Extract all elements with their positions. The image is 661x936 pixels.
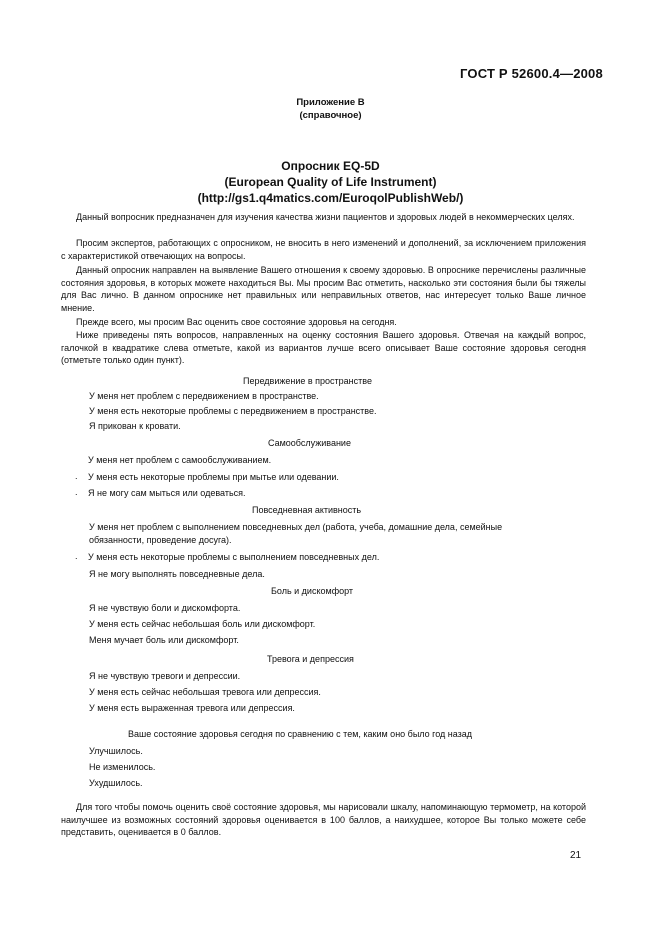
margin-dot: .: [75, 487, 78, 497]
intro-paragraph: Прежде всего, мы просим Вас оценить свое состояние здоровья на сегодня.: [76, 317, 397, 327]
questionnaire-title: [0, 158, 661, 206]
option-year-1[interactable]: Улучшилось.: [89, 746, 143, 756]
appendix-heading: [0, 96, 661, 122]
closing-paragraph: Для того чтобы помочь оценить своё состояние здоровья, мы нарисовали шкалу, напоминающую термометр, на которой наилучшее из возможных состояний здоровья оценивается в 100 баллов, а наихудшее, которое Вы только можете себе представить, оценивается в 0 баллов.: [61, 802, 586, 838]
option-pain-3[interactable]: Меня мучает боль или дискомфорт.: [89, 635, 239, 645]
option-mobility-3[interactable]: Я прикован к кровати.: [89, 421, 181, 431]
section-heading-usual-activities: Повседневная активность: [252, 505, 362, 515]
appendix-note: (справочное): [299, 110, 362, 121]
option-mobility-1[interactable]: У меня нет проблем с передвижением в пространстве.: [89, 391, 319, 401]
option-anxiety-1[interactable]: Я не чувствую тревоги и депрессии.: [89, 671, 241, 681]
option-self-care-3[interactable]: Я не могу сам мыться или одеваться.: [88, 488, 246, 498]
option-activities-2[interactable]: У меня есть некоторые проблемы с выполнением повседневных дел.: [88, 552, 380, 562]
title-line-1: Опросник EQ-5D: [281, 159, 380, 173]
option-mobility-2[interactable]: У меня есть некоторые проблемы с передвижением в пространстве.: [89, 406, 377, 416]
margin-dot: .: [75, 551, 78, 561]
margin-dot: .: [75, 471, 78, 481]
section-heading-self-care: Самообслуживание: [268, 438, 351, 448]
intro-paragraph: Ниже приведены пять вопросов, направленных на оценку состояния Вашего здоровья. Отвечая на каждый вопрос, галочкой в квадратике слева отметьте, какой из вариантов лучше всего описывает Ваше состояние здоровья сегодня (отметьте только один пункт).: [61, 330, 586, 366]
section-heading-year-comparison: Ваше состояние здоровья сегодня по сравнению с тем, каким оно было год назад: [128, 729, 473, 739]
option-pain-1[interactable]: Я не чувствую боли и дискомфорта.: [89, 603, 241, 613]
section-heading-pain: Боль и дискомфорт: [271, 586, 354, 596]
option-pain-2[interactable]: У меня есть сейчас небольшая боль или дискомфорт.: [89, 619, 316, 629]
option-anxiety-3[interactable]: У меня есть выраженная тревога или депрессия.: [89, 703, 295, 713]
intro-paragraph: Данный вопросник предназначен для изучения качества жизни пациентов и здоровых людей в некоммерческих целях.: [76, 212, 575, 222]
document-standard-number: ГОСТ Р 52600.4—2008: [460, 66, 603, 81]
option-activities-3[interactable]: Я не могу выполнять повседневные дела.: [89, 569, 265, 579]
intro-paragraph: Данный опросник направлен на выявление Вашего отношения к своему здоровью. В опроснике перечислены различные состояния здоровья, в которых можете находиться Вы. Мы просим Вас отметить, насколько эти состояния были бы тяжелы для Вас лично. В данном опроснике нет правильных или неправильных ответов, нас интересует только Ваше личное мнение.: [61, 265, 586, 314]
option-activities-1[interactable]: У меня нет проблем с выполнением повседневных дел (работа, учеба, домашние дела, семейные обязанности, проведение досуга).: [89, 522, 503, 545]
option-year-2[interactable]: Не изменилось.: [89, 762, 156, 772]
option-anxiety-2[interactable]: У меня есть сейчас небольшая тревога или депрессия.: [89, 687, 321, 697]
option-self-care-1[interactable]: У меня нет проблем с самообслуживанием.: [88, 455, 272, 465]
title-line-2: (European Quality of Life Instrument): [224, 175, 437, 189]
intro-paragraph: Просим экспертов, работающих с опросником, не вносить в него изменений и дополнений, за исключением приложения с характеристикой отвечающих на вопросы.: [61, 238, 586, 261]
appendix-label: Приложение В: [296, 97, 365, 108]
title-line-3: (http://gs1.q4matics.com/EuroqolPublishWeb/): [197, 191, 464, 205]
option-self-care-2[interactable]: У меня есть некоторые проблемы при мытье или одевании.: [88, 472, 339, 482]
section-heading-mobility: Передвижение в пространстве: [243, 376, 372, 386]
page-number: 21: [570, 850, 582, 861]
option-year-3[interactable]: Ухудшилось.: [89, 778, 143, 788]
section-heading-anxiety: Тревога и депрессия: [267, 654, 354, 664]
